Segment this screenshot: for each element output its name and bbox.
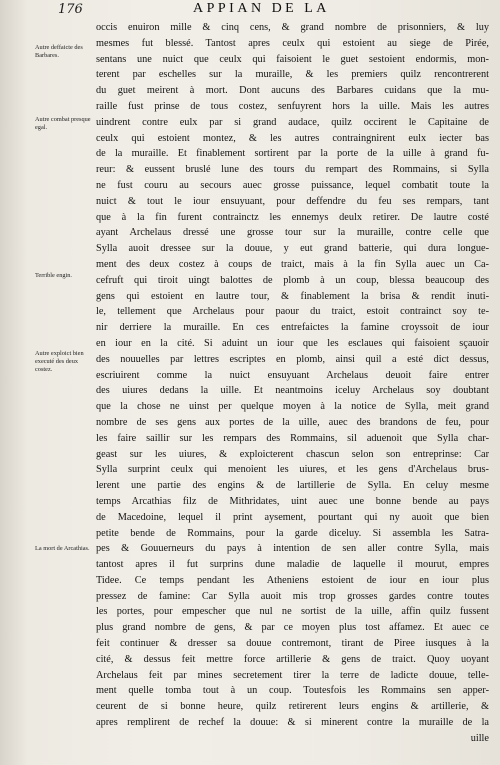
margin-note: Autre deffaicte des Barbares. [35, 44, 83, 60]
text-line: ment des deux costez à coups de traict, mais à la fin Sylla auec un Ca- [96, 258, 489, 270]
text-line: pressez de famine: Car Sylla auoit mis trop grosses gardes contre toutes [96, 590, 489, 602]
text-line: nuict & tout le iour ensuyuant, pour deffendre du feu ses rempars, tant [96, 195, 489, 207]
text-line: plus grand nombre de gens, & par ce moyen plus tost affamez. Et auec ce [96, 622, 489, 634]
text-line: nombre de ses gens aux portes de la uille, auec des brandons de feu, pour [96, 416, 489, 428]
catchword: uille [470, 732, 489, 744]
text-line: feit continuer & dresser sa douue contremont, tirant de Piree iusques à la [96, 638, 489, 650]
text-line: temps Arcathias filz de Mithridates, uint auec une bonne bende au pays [96, 495, 489, 507]
margin-note: Autre exploict bien executé des deux costez. [35, 350, 84, 374]
text-line: de Macedoine, lequel il print aysement, pourtant qui ny auoit que bien [96, 511, 489, 523]
text-line: ment quelle tomba tout à un coup. Toutesfois les Rommains sen apper- [96, 685, 489, 697]
margin-notes [0, 0, 91, 765]
text-line: petite bende de Rommains, pour la garde diceluy. Si assembla les Satra- [96, 527, 489, 539]
text-line: cité, & dessus feit mettre force artillerie & gens de traict. Quoy uoyant [96, 653, 489, 665]
page-header [58, 0, 490, 22]
body-text [96, 20, 489, 747]
text-line: uindrent contre eulx par si grand audace, quilz occirent le Capitaine de [96, 116, 489, 128]
text-line: reur: & eussent bruslé lune des tours du rempart des Rommains, si Sylla [96, 164, 489, 176]
text-line: geast sur les uiures, & exploicterent chascun selon son entreprinse: Car [96, 448, 489, 460]
text-line: le, tellement que Archelaus pour paour du traict, estoit contrainct soy te- [96, 306, 489, 318]
text-line: Sylla auoit dressee sur la douue, y eut grand batterie, qui dura longue- [96, 243, 489, 255]
text-line: gens qui estoient en lautre tour, & finablement la brisa & rendit inuti- [96, 290, 489, 302]
margin-note: Autre combat presque egal. [35, 116, 91, 132]
text-line: ceulx qui estoient montez, & les autres contraingnirent eulx iecter bas [96, 132, 489, 144]
text-line: ayant Archelaus dressé une grosse tour sur la muraille, contre celle que [96, 227, 489, 239]
text-line: Sylla surprint ceulx qui menoient les uiures, et les gens d'Archelaus brus- [96, 464, 489, 476]
text-line: des nouuelles par lettres escriptes en plomb, ainsi quil a esté dict dessus, [96, 353, 489, 365]
text-line: nir derriere la muraille. En ces entrefaictes la famine croyssoit de iour [96, 322, 489, 334]
text-line: les portes, pour empescher que nul ne sortist de la uille, affin quilz fussent [96, 606, 489, 618]
page-number: 176 [58, 2, 83, 17]
text-line: raille fust prinse de tous costez, senfuyrent hors la uille. Mais les autres [96, 100, 489, 112]
margin-note: La mort de Arcathias. [35, 545, 90, 552]
text-line: ceurent de si bonne heure, quilz retirerent leurs engins & artillerie, & [96, 701, 489, 713]
margin-note: Terrible engin. [35, 272, 72, 279]
text-line: les faire saillir sur les rempars des Rommains, sil aduenoit que Sylla char- [96, 432, 489, 444]
text-line: Tidee. Ce temps pendant les Atheniens estoient de iour en iour plus [96, 574, 489, 586]
text-line: que la chose ne uinst per quelque moyen à la notice de Sylla, meit grand [96, 401, 489, 413]
text-line: du guet meirent à mort. Dont aucuns des Barbares cuidans que la mu- [96, 85, 489, 97]
text-line: pes & Gouuerneurs du pays à intention de sen aller contre Sylla, mais [96, 543, 489, 555]
text-line: mesmes fut blessé. Tantost apres ceulx qui estoient au siege de Pirée, [96, 37, 489, 49]
text-line: tantost apres il fut surprins dune maladie de laquelle il mourut, empres [96, 559, 489, 571]
text-line: terent par eschelles sur la muraille, & les premiers quilz rencontrerent [96, 69, 489, 81]
text-line: en iour en la cité. Si aduint un iour que les esclaues qui faisoient sçauoir [96, 337, 489, 349]
text-line: des uiures dedans la uille. Et neantmoins iceluy Archelaus soy doubtant [96, 385, 489, 397]
text-line: lerent une partie des engins & de lartillerie de Sylla. En celuy mesme [96, 480, 489, 492]
text-line: sentans une nuict que ceulx qui faisoient le guet sestoient endormis, mon- [96, 53, 489, 65]
text-line: que à la fin furent contrainctz les ennemys deulx retirer. De lautre costé [96, 211, 489, 223]
text-line: cefruft qui tiroit uingt balottes de plomb à un coup, blessa beaucoup des [96, 274, 489, 286]
text-line: de la muraille. Et finablement sortirent par la porte de la uille à grand fu- [96, 148, 489, 160]
text-line: ne fust couru au secours auec grosse puissance, lequel combatit toute la [96, 179, 489, 191]
text-line: apres remplirent de rechef la douue: & si minerent contre la muraille de la [96, 717, 489, 729]
text-line: escriuirent comme la nuict ensuyuant Archelaus deuoit faire entrer [96, 369, 489, 381]
text-line: occis enuiron mille & cinq cens, & grand nombre de prisonniers, & luy [96, 22, 489, 33]
text-line: Archelaus feit par mines secretement tirer la terre de ladicte douue, telle- [96, 669, 489, 681]
running-head: APPIAN DE LA [193, 1, 330, 16]
